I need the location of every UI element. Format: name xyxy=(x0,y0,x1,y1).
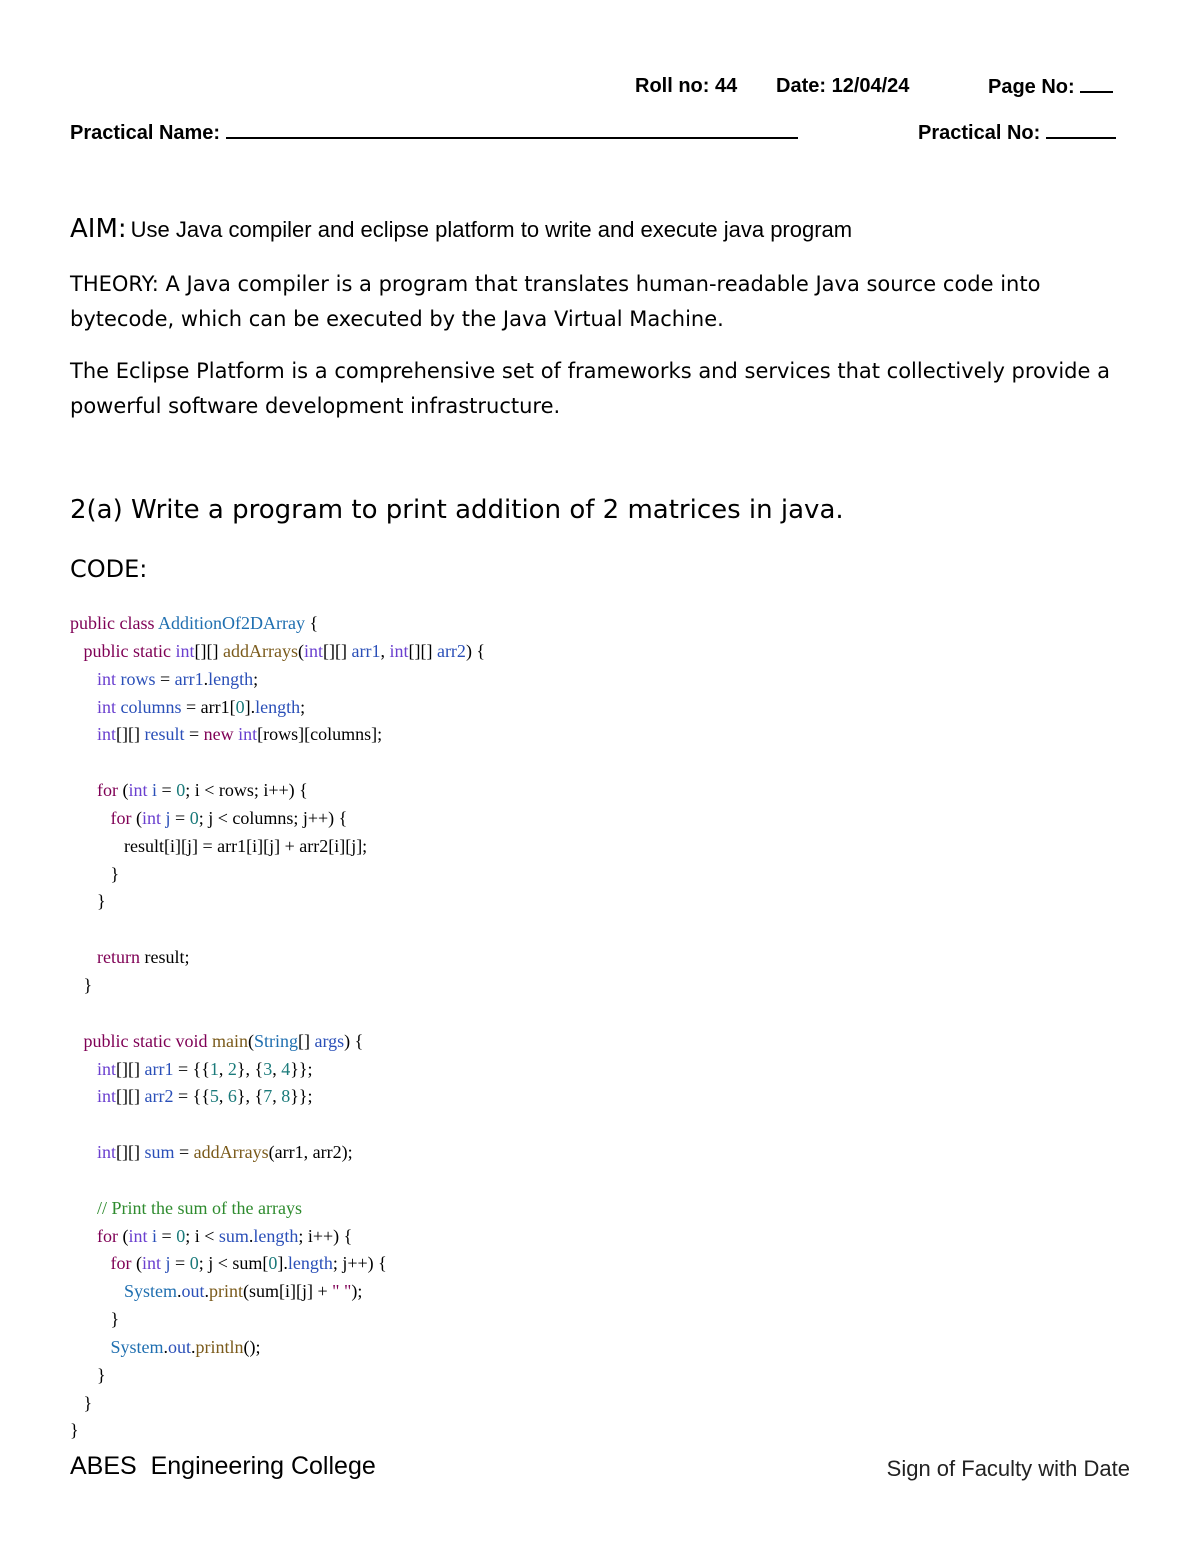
code-token: ; xyxy=(300,696,306,717)
code-token: public static void xyxy=(83,1030,212,1051)
code-heading: CODE: xyxy=(70,555,148,583)
code-token: ( xyxy=(118,780,129,801)
theory-paragraph-1: THEORY: A Java compiler is a program that translates human-readable Java source code into bytecode, which can be executed by the Java Virtual Machine. xyxy=(70,272,1041,331)
code-token xyxy=(70,780,97,800)
code-token: ( xyxy=(118,1225,129,1246)
code-token: sum xyxy=(144,1142,175,1163)
aim-label: AIM: xyxy=(70,214,127,244)
code-token: . xyxy=(177,1281,182,1302)
code-line xyxy=(70,1139,485,1167)
code-line xyxy=(70,916,485,944)
code-token: } xyxy=(83,1392,93,1413)
code-token: length xyxy=(253,1225,299,1246)
code-line xyxy=(70,666,485,694)
question-heading: 2(a) Write a program to print addition of 2 matrices in java. xyxy=(70,495,844,525)
code-token: ; i++) { xyxy=(298,1225,353,1246)
code-line xyxy=(70,833,485,861)
code-token: 3 xyxy=(263,1058,273,1079)
code-token: 0 xyxy=(189,807,199,828)
code-token: ); xyxy=(351,1281,363,1302)
code-line xyxy=(70,638,485,666)
code-token: , xyxy=(218,1086,228,1107)
code-line xyxy=(70,1250,485,1278)
code-line xyxy=(70,1417,485,1445)
code-token: arr2 xyxy=(436,640,466,661)
code-token: 5 xyxy=(209,1086,219,1107)
code-token: length xyxy=(287,1253,333,1274)
code-line xyxy=(70,972,485,1000)
practical-no xyxy=(918,121,1116,145)
code-token: (); xyxy=(243,1336,261,1357)
code-token: arr1 xyxy=(174,668,204,689)
code-token: } xyxy=(110,863,120,884)
code-line xyxy=(70,1056,485,1084)
code-token xyxy=(70,864,111,884)
code-line xyxy=(70,610,485,638)
code-line xyxy=(70,1334,485,1362)
code-token: int xyxy=(128,1225,153,1246)
code-token: int xyxy=(142,1253,166,1274)
code-token: . xyxy=(204,1281,210,1302)
code-token xyxy=(70,1226,97,1246)
code-token: j xyxy=(165,1253,171,1274)
theory-paragraph-2: The Eclipse Platform is a comprehensive set of frameworks and services that collectively provide a powerful software development infrastructure. xyxy=(70,359,1110,418)
code-line xyxy=(70,1028,485,1056)
code-token xyxy=(70,1059,97,1079)
code-token: }, { xyxy=(236,1058,264,1079)
code-token xyxy=(70,1198,97,1218)
code-token: int xyxy=(97,1058,117,1079)
page-no-blank xyxy=(1080,75,1113,93)
code-token: = xyxy=(157,780,177,801)
code-token: return xyxy=(97,947,140,968)
code-token: 0 xyxy=(176,780,186,801)
code-token: String xyxy=(253,1030,298,1051)
code-token: ( xyxy=(131,807,142,828)
code-token: , xyxy=(380,640,390,661)
code-token: out xyxy=(181,1281,205,1302)
code-line xyxy=(70,1195,485,1223)
aim-text: Use Java compiler and eclipse platform to write and execute java program xyxy=(130,217,853,242)
code-line xyxy=(70,1083,485,1111)
code-token: } xyxy=(97,891,106,912)
code-token: System xyxy=(124,1281,178,1302)
code-token: j xyxy=(165,807,171,828)
code-token: ]. xyxy=(277,1253,288,1274)
code-token: }, { xyxy=(236,1086,264,1107)
code-token: ; i < rows; i++) { xyxy=(185,780,308,801)
code-token: result; xyxy=(139,947,190,968)
code-token: = {{ xyxy=(173,1086,210,1107)
code-token: } xyxy=(110,1309,120,1330)
code-token xyxy=(70,1365,97,1385)
code-token xyxy=(70,1309,111,1329)
code-token: [][] xyxy=(116,1058,145,1079)
code-token: new xyxy=(203,724,239,745)
code-token: main xyxy=(211,1030,248,1051)
code-token: int xyxy=(97,1142,117,1163)
code-token: = xyxy=(155,668,175,689)
code-token: addArrays xyxy=(193,1142,269,1163)
code-line xyxy=(70,1223,485,1251)
code-token: int xyxy=(389,640,409,661)
code-token: public class xyxy=(70,613,158,633)
aim xyxy=(70,214,852,244)
code-token: , xyxy=(218,1058,228,1079)
code-token: . xyxy=(191,1336,196,1357)
code-token: } xyxy=(83,974,93,995)
code-token xyxy=(70,1393,84,1413)
code-token: [rows][columns]; xyxy=(257,724,383,745)
practical-no-blank xyxy=(1046,121,1116,139)
code-token: (sum[i][j] + xyxy=(243,1281,333,1302)
code-token: arr1 xyxy=(144,1058,174,1079)
code-token xyxy=(70,1253,111,1273)
practical-name xyxy=(70,121,798,145)
code-line xyxy=(70,861,485,889)
code-line xyxy=(70,888,485,916)
code-token: ; xyxy=(253,668,259,689)
code-token xyxy=(70,669,97,689)
code-token: } xyxy=(97,1364,106,1385)
code-token: . xyxy=(163,1336,169,1357)
code-token: 1 xyxy=(209,1058,219,1079)
code-token xyxy=(70,1337,111,1357)
date: Date: 12/04/24 xyxy=(776,75,910,97)
code-token: length xyxy=(208,668,254,689)
code-token: int xyxy=(303,640,323,661)
code-token: arr1 xyxy=(351,640,381,661)
code-token: int xyxy=(97,1086,117,1107)
code-token: [][] xyxy=(408,640,437,661)
code-token: [][] xyxy=(322,640,352,661)
code-token: ( xyxy=(297,640,304,661)
code-token: = xyxy=(184,724,204,745)
code-line xyxy=(70,944,485,972)
code-token: for xyxy=(97,1225,118,1246)
code-token xyxy=(70,1281,124,1301)
code-token: for xyxy=(110,807,132,828)
code-token: length xyxy=(255,696,301,717)
code-token: int xyxy=(175,640,195,661)
code-token: columns xyxy=(120,696,182,717)
code-token: // Print the sum of the arrays xyxy=(97,1197,302,1218)
code-token: [][] xyxy=(116,1142,145,1163)
code-token: [][] xyxy=(116,724,145,745)
code-token xyxy=(70,724,97,744)
practical-no-label: Practical No: xyxy=(918,122,1041,144)
code-token: = xyxy=(157,1225,177,1246)
code-token: int xyxy=(142,807,166,828)
page-no xyxy=(988,75,1113,99)
code-token: , xyxy=(272,1058,282,1079)
code-token xyxy=(70,641,84,661)
code-line xyxy=(70,1111,485,1139)
code-token: 0 xyxy=(176,1225,186,1246)
code-token xyxy=(70,1086,97,1106)
code-token xyxy=(70,891,97,911)
code-line xyxy=(70,1000,485,1028)
code-token: int xyxy=(97,668,121,689)
code-token: [][] xyxy=(194,640,223,661)
code-token: = xyxy=(174,1142,194,1163)
code-token: 8 xyxy=(281,1086,291,1107)
code-token: 6 xyxy=(227,1086,237,1107)
code-token: sum xyxy=(218,1225,249,1246)
code-token xyxy=(70,975,84,995)
code-token xyxy=(70,808,111,828)
code-token: i xyxy=(152,1225,158,1246)
code-line xyxy=(70,1390,485,1418)
code-token: ; j++) { xyxy=(332,1253,387,1274)
code-token: ; j < columns; j++) { xyxy=(198,807,348,828)
code-token xyxy=(70,1142,97,1162)
code-token: i xyxy=(152,780,158,801)
code-line xyxy=(70,749,485,777)
code-token: ( xyxy=(247,1030,254,1051)
college-name: ABES Engineering College xyxy=(70,1452,376,1480)
code-line xyxy=(70,1362,485,1390)
code-line xyxy=(70,721,485,749)
code-token: [][] xyxy=(116,1086,145,1107)
code-token xyxy=(70,947,97,967)
code-token: println xyxy=(195,1336,244,1357)
practical-name-blank xyxy=(226,121,798,139)
code-line xyxy=(70,1306,485,1334)
code-token: 0 xyxy=(268,1253,278,1274)
code-token: = arr1[ xyxy=(181,696,236,717)
code-token: args xyxy=(314,1030,345,1051)
code-token: 0 xyxy=(189,1253,199,1274)
code-token: ; i < xyxy=(185,1225,219,1246)
code-token: System xyxy=(110,1336,164,1357)
roll-no: Roll no: 44 xyxy=(635,75,738,97)
code-token: int xyxy=(238,724,258,745)
code-token: ]. xyxy=(244,696,256,717)
code-token: = xyxy=(170,1253,190,1274)
code-token: 2 xyxy=(227,1058,237,1079)
code-token: = xyxy=(170,807,190,828)
code-token: ( xyxy=(131,1253,142,1274)
code-block xyxy=(70,610,485,1445)
code-token: for xyxy=(110,1253,132,1274)
code-token: ) { xyxy=(344,1030,364,1051)
code-token: result[i][j] = arr1[i][j] + arr2[i][j]; xyxy=(124,835,368,856)
code-token: }}; xyxy=(290,1058,313,1079)
code-token: { xyxy=(304,613,319,633)
code-line xyxy=(70,694,485,722)
code-token xyxy=(70,697,97,717)
code-token: . xyxy=(203,668,209,689)
code-token: [] xyxy=(298,1030,315,1051)
code-line xyxy=(70,805,485,833)
code-token: int xyxy=(128,780,153,801)
code-token: 7 xyxy=(263,1086,273,1107)
code-token: rows xyxy=(120,668,156,689)
code-token: result xyxy=(144,724,185,745)
code-token: = {{ xyxy=(173,1058,210,1079)
code-token xyxy=(70,836,124,856)
code-token: AdditionOf2DArray xyxy=(158,613,305,633)
code-token: for xyxy=(97,780,118,801)
code-token: ) { xyxy=(465,640,486,661)
code-token: int xyxy=(97,724,117,745)
code-line xyxy=(70,777,485,805)
code-token: } xyxy=(70,1420,79,1441)
faculty-sign: Sign of Faculty with Date xyxy=(886,1456,1130,1481)
code-token: arr2 xyxy=(144,1086,174,1107)
code-token: addArrays xyxy=(222,640,298,661)
code-token: " " xyxy=(332,1281,352,1302)
code-token: public static xyxy=(83,640,176,661)
page-no-label: Page No: xyxy=(988,76,1075,98)
code-token: out xyxy=(168,1336,192,1357)
code-token: int xyxy=(97,696,121,717)
code-token: print xyxy=(209,1281,244,1302)
code-token: 0 xyxy=(235,696,245,717)
code-token xyxy=(70,1031,84,1051)
code-line xyxy=(70,1278,485,1306)
code-token: . xyxy=(248,1225,254,1246)
code-token: ; j < sum[ xyxy=(198,1253,269,1274)
practical-name-label: Practical Name: xyxy=(70,122,221,144)
code-token: , xyxy=(272,1086,282,1107)
code-token: (arr1, arr2); xyxy=(268,1142,353,1163)
code-line xyxy=(70,1167,485,1195)
code-token: 4 xyxy=(281,1058,291,1079)
code-token: }}; xyxy=(290,1086,313,1107)
